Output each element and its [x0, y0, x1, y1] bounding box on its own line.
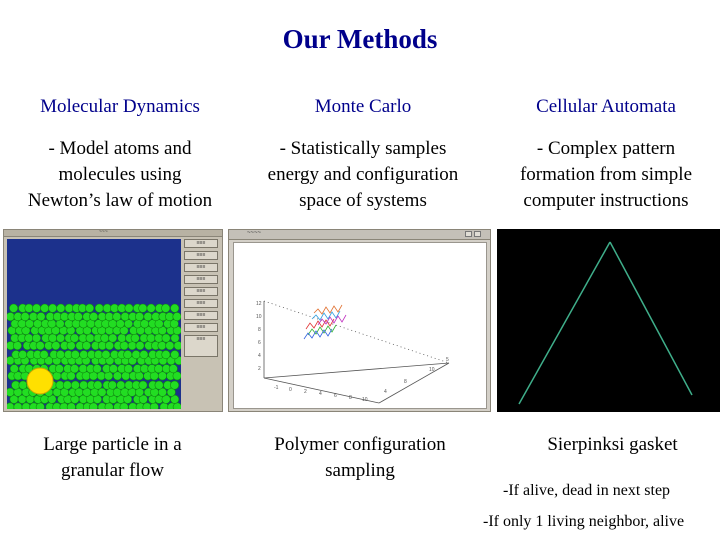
granular-particle	[55, 365, 63, 373]
granular-particle	[40, 350, 48, 358]
automaton-rule: -If only 1 living neighbor, alive	[483, 513, 685, 530]
polymer-3d-plot	[233, 242, 487, 409]
granular-particle	[139, 304, 147, 312]
heading-monte-carlo: Monte Carlo	[314, 96, 412, 117]
svg-text:8: 8	[404, 379, 407, 385]
granular-particle	[101, 334, 109, 342]
granular-particle	[19, 350, 27, 358]
granular-particle	[162, 304, 170, 312]
large-particle	[27, 368, 53, 394]
svg-text:4: 4	[258, 353, 261, 359]
mc-polymer-window	[228, 229, 491, 412]
granular-particle	[108, 381, 116, 389]
md-window-titlebar: ~~~	[4, 230, 222, 237]
svg-text:5: 5	[446, 357, 449, 363]
granular-particle	[117, 381, 125, 389]
svg-text:-1: -1	[274, 385, 279, 391]
granular-particle	[25, 304, 33, 312]
svg-text:8: 8	[258, 327, 261, 333]
granular-particle	[174, 341, 181, 349]
granular-particle	[86, 334, 94, 342]
svg-text:8: 8	[349, 395, 352, 401]
md-control-panel	[184, 239, 220, 409]
granular-particle	[48, 304, 56, 312]
granular-particle	[57, 304, 65, 312]
granular-particle	[32, 334, 40, 342]
granular-particle	[82, 341, 90, 349]
granular-particle	[129, 403, 137, 409]
granular-particle	[162, 350, 170, 358]
granular-particle	[105, 312, 113, 320]
md-control-button[interactable]: ≡≡≡	[184, 299, 218, 308]
granular-particle	[10, 365, 18, 373]
caption-cellular-automata: Sierpinksi gasket	[547, 434, 678, 455]
granular-particle	[162, 334, 170, 342]
granular-particle	[94, 350, 102, 358]
granular-particle	[41, 304, 49, 312]
granular-particle	[125, 304, 133, 312]
granular-particle	[74, 312, 82, 320]
md-control-button[interactable]: ≡≡≡	[184, 311, 218, 320]
granular-particle	[7, 388, 14, 396]
minimize-icon[interactable]	[465, 231, 472, 237]
granular-particle	[56, 334, 64, 342]
granular-particle	[9, 304, 17, 312]
granular-particle	[147, 334, 155, 342]
granular-particle	[109, 334, 117, 342]
granular-particle	[169, 365, 177, 373]
granular-particle	[113, 312, 121, 320]
granular-particle	[128, 341, 136, 349]
md-control-button[interactable]: ≡≡≡	[184, 251, 218, 260]
svg-text:2: 2	[258, 366, 261, 372]
md-control-button[interactable]: ≡≡≡	[184, 263, 218, 272]
granular-particle	[7, 403, 14, 409]
slide-title: Our Methods	[282, 24, 438, 54]
svg-text:10: 10	[362, 397, 368, 403]
svg-text:2: 2	[304, 389, 307, 395]
granular-particle	[118, 334, 126, 342]
granular-particles	[7, 239, 181, 409]
granular-particle	[150, 403, 158, 409]
heading-cellular-automata: Cellular Automata	[536, 96, 676, 117]
granular-particle	[71, 381, 79, 389]
granular-particle	[124, 365, 132, 373]
granular-particle	[25, 334, 33, 342]
svg-text:0: 0	[289, 387, 292, 393]
description-cellular-automata: - Complex pattern formation from simple computer instructions	[519, 138, 693, 211]
svg-text:10: 10	[429, 367, 435, 373]
granular-particle	[140, 350, 148, 358]
granular-particle	[166, 341, 174, 349]
md-control-button[interactable]: ≡≡≡	[184, 287, 218, 296]
close-icon[interactable]	[474, 231, 481, 237]
granular-particle	[136, 341, 144, 349]
sierpinski-gasket-lines	[497, 229, 720, 412]
granular-particle	[67, 341, 75, 349]
granular-particle	[109, 365, 117, 373]
description-monte-carlo: - Statistically samples energy and configuration space of systems	[267, 138, 459, 211]
granular-particle	[144, 312, 152, 320]
svg-text:4: 4	[319, 391, 322, 397]
md-status-readout: ≡≡≡	[184, 335, 218, 357]
granular-particle	[124, 350, 132, 358]
granular-particle	[147, 304, 155, 312]
svg-text:6: 6	[258, 340, 261, 346]
automaton-rule: -If alive, dead in next step	[503, 482, 671, 499]
svg-text:10: 10	[256, 314, 262, 320]
granular-particle	[120, 341, 128, 349]
svg-text:12: 12	[256, 301, 262, 307]
granular-particle	[105, 341, 113, 349]
granular-particle	[7, 312, 15, 320]
caption-molecular-dynamics: Large particle in a granular flow	[43, 434, 182, 481]
polymer-plot-graphic	[234, 243, 486, 408]
granular-particle	[21, 312, 29, 320]
granular-particle	[131, 334, 139, 342]
svg-text:4: 4	[384, 389, 387, 395]
granular-particle	[93, 365, 101, 373]
granular-particle	[173, 312, 181, 320]
md-simulation-window	[3, 229, 223, 412]
granular-particle	[158, 341, 166, 349]
granular-particle	[171, 334, 179, 342]
granular-particle	[154, 365, 162, 373]
granular-particle	[70, 334, 78, 342]
description-molecular-dynamics: - Model atoms and molecules using Newton’s law of motion	[27, 138, 213, 211]
granular-particle	[32, 304, 40, 312]
granular-particle	[13, 341, 21, 349]
granular-particle	[121, 312, 129, 320]
granular-particle	[52, 341, 60, 349]
granular-particle	[160, 403, 168, 409]
granular-particle	[90, 312, 98, 320]
granular-particle	[56, 350, 64, 358]
granular-particle	[171, 304, 179, 312]
granular-flow-canvas	[7, 239, 181, 409]
granular-particle	[80, 381, 88, 389]
mc-window-titlebar: ~~~~	[229, 230, 490, 240]
granular-particle	[70, 365, 78, 373]
granular-particle	[71, 350, 79, 358]
svg-text:6: 6	[334, 393, 337, 399]
md-control-button[interactable]: ≡≡≡	[184, 275, 218, 284]
granular-particle	[95, 304, 103, 312]
granular-particle	[36, 341, 44, 349]
granular-particle	[37, 312, 45, 320]
caption-monte-carlo: Polymer configuration sampling	[274, 434, 446, 481]
md-control-button[interactable]: ≡≡≡	[184, 239, 218, 248]
heading-molecular-dynamics: Molecular Dynamics	[40, 96, 200, 117]
granular-particle	[94, 381, 102, 389]
granular-particle	[80, 350, 88, 358]
granular-particle	[171, 350, 179, 358]
granular-particle	[139, 381, 147, 389]
granular-particle	[22, 403, 30, 409]
granular-particle	[170, 381, 178, 389]
granular-particle	[29, 312, 37, 320]
granular-particle	[49, 334, 57, 342]
granular-particle	[155, 381, 163, 389]
granular-particle	[132, 350, 140, 358]
granular-particle	[79, 365, 87, 373]
md-control-button[interactable]: ≡≡≡	[184, 323, 218, 332]
sierpinski-gasket-canvas	[497, 229, 720, 412]
granular-particle	[14, 403, 22, 409]
granular-particle	[85, 304, 93, 312]
granular-particle	[102, 350, 110, 358]
granular-particle	[63, 381, 71, 389]
granular-particle	[135, 312, 143, 320]
